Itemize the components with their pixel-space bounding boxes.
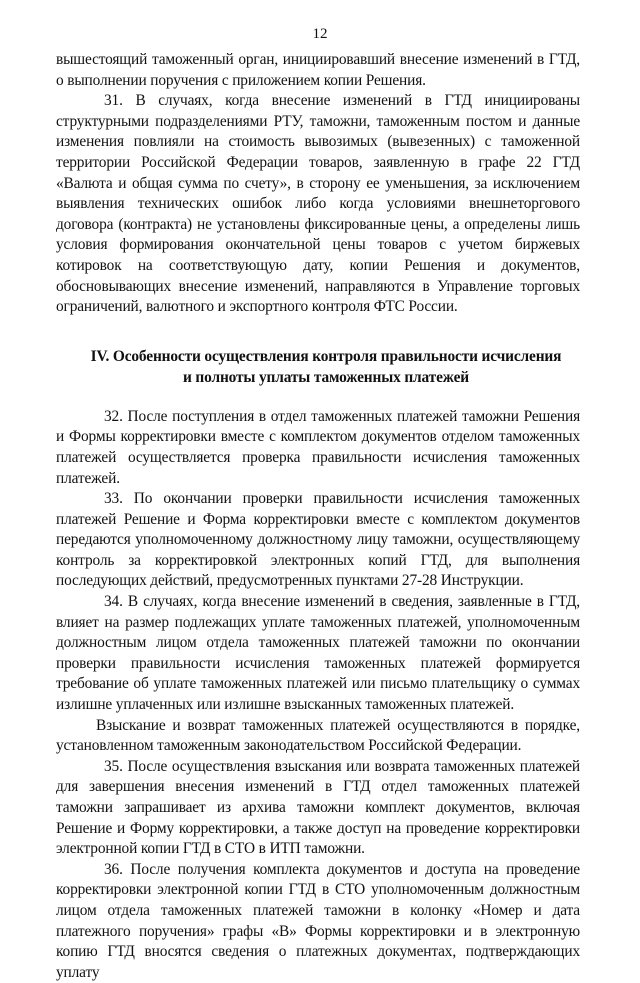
paragraph-35: 35. После осуществления взыскания или возврата таможенных платежей для завершения внесения изменений в ГТД отдел таможенных платежей таможни запрашивает из архива таможни комплект документов, включая Решение и Форму корректировки, а также доступ на проведение корректировки электронной копии ГТД в СТО в ИТП таможни. <box>56 757 580 858</box>
paragraph-continuation: вышестоящий таможенный орган, инициировавший внесение изменений в ГТД, о выполнении поручения с приложением копии Решения. <box>56 51 580 89</box>
document-body <box>56 50 580 983</box>
paragraph-34: 34. В случаях, когда внесение изменений в сведения, заявленные в ГТД, влияет на размер подлежащих уплате таможенных платежей, уполномоченным должностным лицом отдела таможенных платежей таможни по окончании проверки правильности исчисления таможенных платежей формируется требование об уплате таможенных платежей или письмо плательщику о суммах излишне уплаченных или излишне взысканных таможенных платежей. <box>56 593 580 714</box>
page-number: 12 <box>312 26 328 42</box>
section-heading: IV. Особенности осуществления контроля правильности исчисления и полноты уплаты таможенных платежей <box>90 347 562 386</box>
paragraph-34-collection: Взыскание и возврат таможенных платежей осуществляются в порядке, установленном таможенным законодательством Российской Федерации. <box>56 716 580 755</box>
paragraph-36: 36. После получения комплекта документов и доступа на проведение корректировки электронной копии ГТД в СТО уполномоченным должностным лицом отдела таможенных платежей таможни в колонку «Номер и дата платежного поручения» графы «В» Формы корректировки и в электронную копию ГТД вносятся сведения о платежных документах, подтверждающих уплату <box>56 860 580 981</box>
paragraph-33: 33. По окончании проверки правильности исчисления таможенных платежей Решение и Форма корректировки вместе с комплектом документов передаются уполномоченному должностному лицу таможни, осуществляющему контроль за корректировкой электронных копий ГТД, для выполнения последующих действий, предусмотренных пунктами 27-28 Инструкции. <box>56 490 580 590</box>
paragraph-31: 31. В случаях, когда внесение изменений в ГТД инициированы структурными подразделениями РТУ, таможни, таможенным постом и данные изменения повлияли на стоимость вывозимых (вывезенных) с таможенной территории Российской Федерации товаров, заявленную в графе 22 ГТД «Валюта и общая сумма по счету», в сторону ее уменьшения, за исключением выявления технических ошибок либо когда условиями внешнеторгового договора (контракта) не установлены фиксированные цены, а определены лишь условия формирования окончательной цены товаров с учетом биржевых котировок на соответствующую дату, копии Решения и документов, обосновывающих внесение изменений, направляются в Управление торговых ограничений, валютного и экспортного контроля ФТС России. <box>56 92 580 316</box>
paragraph-32: 32. После поступления в отдел таможенных платежей таможни Решения и Формы корректировки вместе с комплектом документов отделом таможенных платежей осуществляется проверка правильности исчисления таможенных платежей. <box>56 407 580 487</box>
